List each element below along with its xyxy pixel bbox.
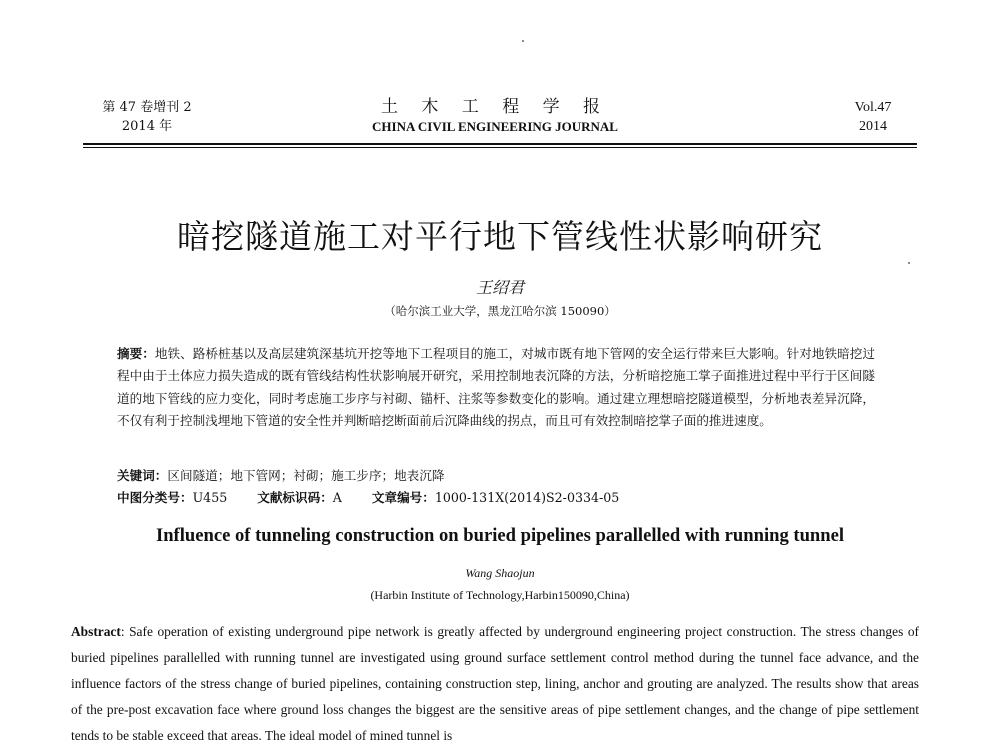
classification-line — [117, 488, 877, 508]
affiliation-cn: （哈尔滨工业大学，黑龙江哈尔滨 150090） — [384, 304, 616, 318]
author-en: Wang Shaojun — [465, 566, 535, 580]
volume-issue-cn: 第 47 卷增刊 2 — [102, 100, 192, 115]
abstract-label-cn: 摘要： — [117, 346, 155, 361]
keywords-label: 关键词： — [117, 468, 168, 483]
journal-name-en: CHINA CIVIL ENGINEERING JOURNAL — [372, 119, 618, 134]
clc-label: 中图分类号： — [117, 490, 193, 505]
keywords-value: 区间隧道；地下管网；衬砌；施工步序；地表沉降 — [167, 468, 445, 483]
scan-speck — [908, 262, 910, 264]
clc-value: U455 — [192, 490, 228, 505]
doc-code-value: A — [332, 490, 342, 505]
abstract-text-en: Safe operation of existing underground pipe network is greatly affected by underground engineering project construction. The stress changes of buried pipelines parallelled with running tunnel are investigated using ground surface settlement control method during the tunnel face advance, and the influence factors of the stress change of buried pipelines, containing construction step, lining, anchor and grouting are analyzed. The results show that areas of the pre-post excavation face where ground loss changes the biggest are the sensitive areas of pipe settlement changes, and the change of pipe settlement tends to be stable exceed that areas. The ideal model of mined tunnel is — [71, 624, 919, 743]
author-cn: 王绍君 — [475, 278, 524, 297]
abstract-label-en: Abstract — [71, 624, 121, 639]
article-no-value: 1000-131X(2014)S2-0334-05 — [434, 490, 620, 505]
year-cn: 2014 年 — [121, 119, 173, 134]
journal-name-cn: 土 木 工 程 学 报 — [380, 97, 610, 117]
abstract-en: Abstract: Safe operation of existing underground pipe network is greatly affected by underground engineering project construction. The stress changes of buried pipelines parallelled with running tunnel are investigated using ground surface settlement control method during the tunnel face advance, and the influence factors of the stress change of buried pipelines, containing construction step, lining, anchor and grouting are analyzed. The results show that areas of the pre-post excavation face where ground loss changes the biggest are the sensitive areas of pipe settlement changes, and the change of pipe settlement tends to be stable exceed that areas. The ideal model of mined tunnel is — [71, 624, 919, 743]
affiliation-en: (Harbin Institute of Technology,Harbin150090,China) — [370, 588, 630, 602]
doc-code-label: 文献标识码： — [257, 490, 333, 505]
year-en: 2014 — [859, 119, 887, 134]
article-title-cn: 暗挖隧道施工对平行地下管线性状影响研究 — [177, 217, 823, 256]
header-center — [330, 96, 660, 136]
header-rule-thin — [83, 147, 917, 148]
abstract-text-cn: 地铁、路桥桩基以及高层建筑深基坑开挖等地下工程项目的施工，对城市既有地下管网的安全运行带来巨大影响。针对地铁暗挖过程中由于土体应力损失造成的既有管线结构性状影响展开研究，采用控制地表沉降的方法，分析暗挖施工掌子面推进过程中平行于区间隧道的地下管线的应力变化，同时考虑施工步序与衬砌、锚杆、注浆等参数变化的影响。通过建立理想暗挖隧道模型，分析地表差异沉降，不仅有利于控制浅埋地下管道的安全性并判断暗挖断面前后沉降曲线的拐点，而且可有效控制暗挖掌子面的推进速度。 — [117, 346, 876, 429]
keywords-cn — [117, 466, 877, 486]
article-title-en: Influence of tunneling construction on buried pipelines parallelled with running tunnel — [155, 525, 845, 546]
article-no-label: 文章编号： — [371, 490, 435, 505]
header-right — [838, 98, 908, 136]
header-left — [92, 98, 202, 136]
header-rule — [83, 143, 917, 145]
scan-speck — [522, 40, 524, 42]
volume-en: Vol.47 — [854, 100, 892, 115]
abstract-cn — [117, 343, 875, 433]
